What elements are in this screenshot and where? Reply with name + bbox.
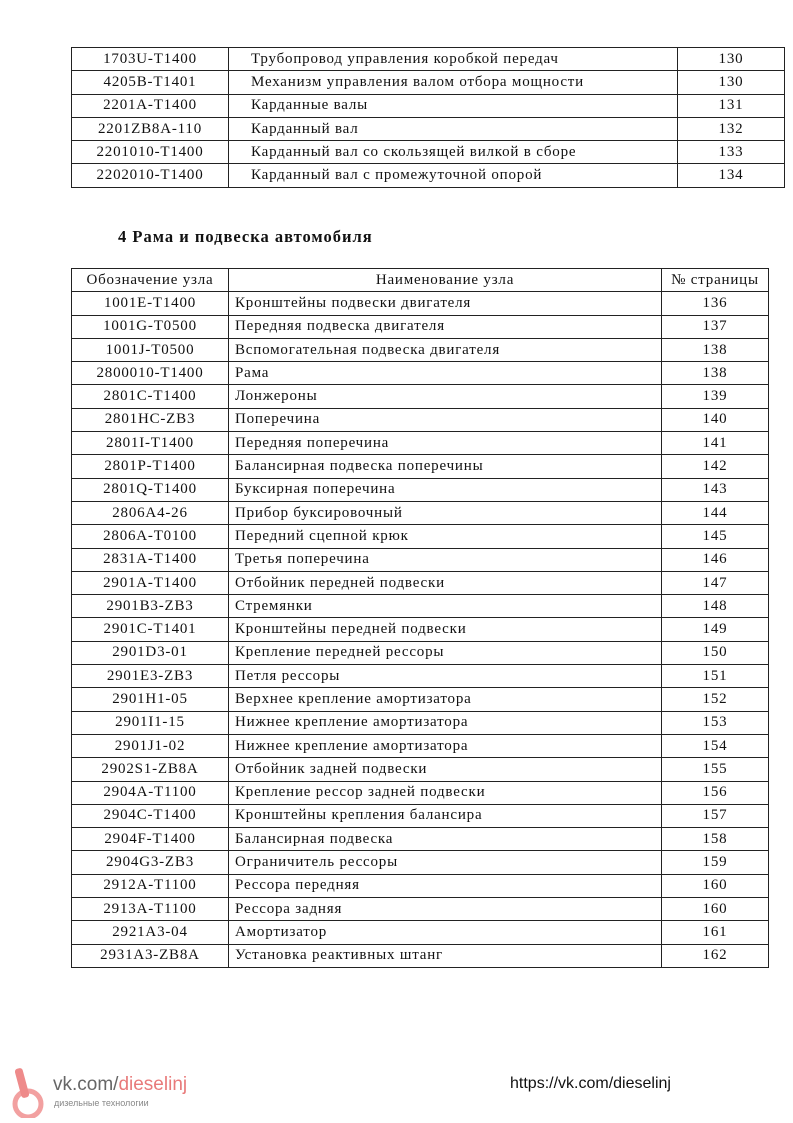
cell-name: Крепление рессор задней подвески [229,781,662,804]
table-row [72,781,769,804]
cell-designation: 1001G-T0500 [72,315,229,338]
table-row [72,48,785,71]
table-row [72,432,769,455]
table-row [72,385,769,408]
frame-suspension-table [71,268,769,968]
table-row [72,117,785,140]
cell-page: 132 [678,117,785,140]
cell-designation: 4205B-T1401 [72,71,229,94]
cell-name: Балансирная подвеска поперечины [229,455,662,478]
cell-name: Передняя поперечина [229,432,662,455]
cell-page: 139 [662,385,769,408]
cell-page: 138 [662,362,769,385]
cell-designation: 2201A-T1400 [72,94,229,117]
cell-name: Трубопровод управления коробкой передач [229,48,678,71]
cell-page: 130 [678,48,785,71]
cell-designation: 2801Q-T1400 [72,478,229,501]
cell-page: 142 [662,455,769,478]
table-row [72,548,769,571]
table-row [72,71,785,94]
cell-page: 155 [662,758,769,781]
cell-designation: 2801P-T1400 [72,455,229,478]
cell-name: Кронштейны крепления балансира [229,804,662,827]
cell-name: Передний сцепной крюк [229,525,662,548]
injector-icon [6,1066,50,1118]
cell-page: 162 [662,944,769,967]
cell-page: 137 [662,315,769,338]
table-row [72,734,769,757]
cell-designation: 1703U-T1400 [72,48,229,71]
cell-page: 157 [662,804,769,827]
table-row [72,641,769,664]
table-row [72,758,769,781]
cell-designation: 2901I1-15 [72,711,229,734]
table-row [72,665,769,688]
table-row [72,874,769,897]
cell-name: Третья поперечина [229,548,662,571]
cell-page: 153 [662,711,769,734]
cell-page: 138 [662,338,769,361]
cell-designation: 2801C-T1400 [72,385,229,408]
logo-name: dieselinj [118,1074,188,1095]
cell-designation: 2904F-T1400 [72,828,229,851]
cell-page: 156 [662,781,769,804]
cell-name: Поперечина [229,408,662,431]
table-row [72,164,785,187]
cell-designation: 1001E-T1400 [72,292,229,315]
cell-page: 134 [678,164,785,187]
cell-name: Рессора задняя [229,898,662,921]
cell-name: Прибор буксировочный [229,501,662,524]
continued-parts-table [71,47,785,188]
cell-designation: 2202010-T1400 [72,164,229,187]
cell-designation: 2806A4-26 [72,501,229,524]
cell-page: 160 [662,874,769,897]
cell-designation: 2800010-T1400 [72,362,229,385]
cell-name: Карданный вал с промежуточной опорой [229,164,678,187]
cell-page: 149 [662,618,769,641]
table-row [72,94,785,117]
cell-designation: 2201ZB8A-110 [72,117,229,140]
header-page: № страницы [662,269,769,292]
cell-designation: 2901D3-01 [72,641,229,664]
cell-page: 140 [662,408,769,431]
cell-name: Буксирная поперечина [229,478,662,501]
cell-page: 143 [662,478,769,501]
table-row [72,618,769,641]
table-row [72,921,769,944]
table-row [72,898,769,921]
table-row [72,828,769,851]
cell-page: 151 [662,665,769,688]
cell-page: 161 [662,921,769,944]
cell-name: Амортизатор [229,921,662,944]
cell-designation: 1001J-T0500 [72,338,229,361]
table-row [72,338,769,361]
table-row [72,362,769,385]
cell-name: Верхнее крепление амортизатора [229,688,662,711]
cell-page: 154 [662,734,769,757]
table-row [72,501,769,524]
cell-designation: 2921A3-04 [72,921,229,944]
cell-page: 159 [662,851,769,874]
table-row [72,478,769,501]
cell-page: 144 [662,501,769,524]
header-designation: Обозначение узла [72,269,229,292]
cell-page: 133 [678,141,785,164]
cell-name: Петля рессоры [229,665,662,688]
cell-designation: 2904G3-ZB3 [72,851,229,874]
cell-name: Передняя подвеска двигателя [229,315,662,338]
cell-name: Лонжероны [229,385,662,408]
cell-designation: 2904A-T1100 [72,781,229,804]
cell-page: 148 [662,595,769,618]
cell-page: 160 [662,898,769,921]
table-row [72,804,769,827]
table-row [72,525,769,548]
cell-page: 152 [662,688,769,711]
table-row [72,408,769,431]
table-row [72,688,769,711]
cell-designation: 2912A-T1100 [72,874,229,897]
cell-designation: 2901A-T1400 [72,571,229,594]
vk-logo [6,1066,196,1116]
table-row [72,141,785,164]
cell-page: 131 [678,94,785,117]
cell-designation: 2801HC-ZB3 [72,408,229,431]
table-row [72,851,769,874]
cell-designation: 2806A-T0100 [72,525,229,548]
cell-designation: 2902S1-ZB8A [72,758,229,781]
cell-name: Установка реактивных штанг [229,944,662,967]
cell-name: Кронштейны передней подвески [229,618,662,641]
table-row [72,711,769,734]
table-row [72,944,769,967]
cell-designation: 2901B3-ZB3 [72,595,229,618]
section-heading: 4 Рама и подвеска автомобиля [118,227,373,246]
table-row [72,292,769,315]
cell-page: 136 [662,292,769,315]
cell-name: Стремянки [229,595,662,618]
cell-page: 145 [662,525,769,548]
cell-name: Рама [229,362,662,385]
cell-designation: 2901E3-ZB3 [72,665,229,688]
cell-page: 158 [662,828,769,851]
footer-url[interactable]: https://vk.com/dieselinj [510,1075,671,1092]
cell-name: Карданные валы [229,94,678,117]
cell-page: 146 [662,548,769,571]
cell-name: Балансирная подвеска [229,828,662,851]
cell-name: Карданный вал со скользящей вилкой в сборе [229,141,678,164]
cell-name: Нижнее крепление амортизатора [229,711,662,734]
cell-page: 130 [678,71,785,94]
cell-designation: 2901H1-05 [72,688,229,711]
cell-name: Рессора передняя [229,874,662,897]
cell-designation: 2201010-T1400 [72,141,229,164]
cell-page: 147 [662,571,769,594]
cell-name: Вспомогательная подвеска двигателя [229,338,662,361]
cell-name: Отбойник передней подвески [229,571,662,594]
cell-designation: 2831A-T1400 [72,548,229,571]
cell-designation: 2801I-T1400 [72,432,229,455]
table-row [72,455,769,478]
logo-subtitle: дизельные технологии [54,1098,149,1108]
cell-designation: 2901J1-02 [72,734,229,757]
header-name: Наименование узла [229,269,662,292]
cell-name: Крепление передней рессоры [229,641,662,664]
table-row [72,315,769,338]
cell-designation: 2901C-T1401 [72,618,229,641]
cell-name: Карданный вал [229,117,678,140]
table-row [72,571,769,594]
logo-domain: vk.com/ [53,1074,119,1095]
cell-name: Кронштейны подвески двигателя [229,292,662,315]
cell-designation: 2904C-T1400 [72,804,229,827]
cell-designation: 2913A-T1100 [72,898,229,921]
cell-page: 141 [662,432,769,455]
cell-name: Механизм управления валом отбора мощности [229,71,678,94]
cell-page: 150 [662,641,769,664]
cell-name: Нижнее крепление амортизатора [229,734,662,757]
table-row [72,595,769,618]
table-header-row [72,269,769,292]
cell-designation: 2931A3-ZB8A [72,944,229,967]
cell-name: Отбойник задней подвески [229,758,662,781]
cell-name: Ограничитель рессоры [229,851,662,874]
